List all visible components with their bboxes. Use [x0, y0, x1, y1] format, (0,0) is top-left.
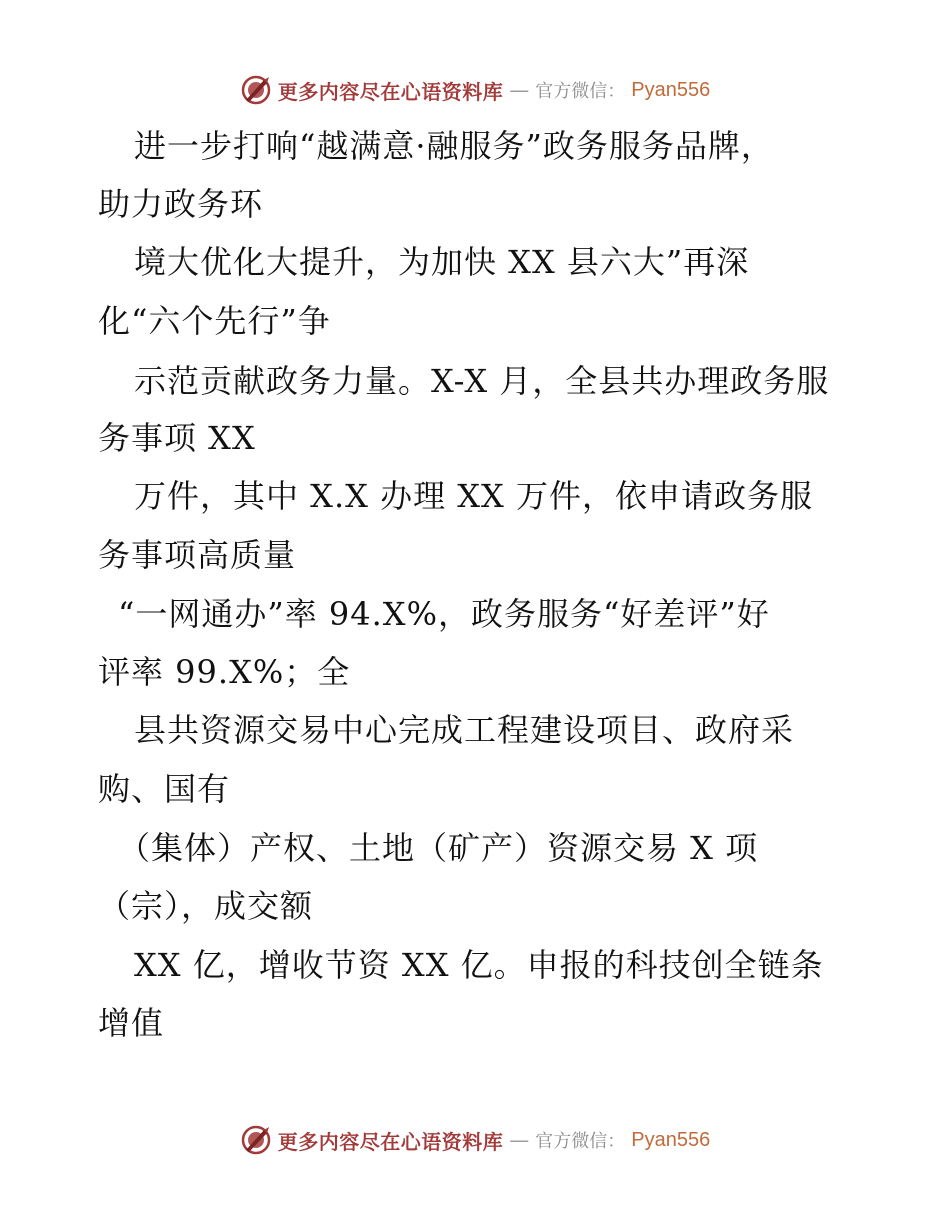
paragraph-line-13: （集体）产权、土地（矿产）资源交易 X 项 [118, 829, 759, 867]
header-banner-content [240, 74, 710, 106]
quill-pen-seal-icon [240, 74, 272, 106]
footer-wechat-id: Pyan556 [631, 1128, 711, 1151]
header-slogan: 更多内容尽在心语资料库 [277, 79, 504, 104]
header-banner [0, 70, 950, 110]
header-dash: — [509, 78, 530, 102]
paragraph-line-12: 购、国有 [98, 770, 231, 808]
paragraph-line-1: 进一步打响“越满意·融服务”政务服务品牌， [134, 127, 774, 165]
footer-banner-content [240, 1124, 710, 1156]
quill-pen-seal-icon [240, 1124, 272, 1156]
footer-banner [0, 1120, 950, 1160]
paragraph-line-8: 务事项高质量 [98, 536, 297, 574]
paragraph-line-16: 增值 [98, 1004, 165, 1042]
footer-dash: — [509, 1128, 530, 1152]
header-wechat-id: Pyan556 [631, 78, 711, 101]
paragraph-line-9: “一网通办”率 94.X%，政务服务“好差评”好 [118, 595, 770, 633]
paragraph-line-11: 县共资源交易中心完成工程建设项目、政府采 [134, 711, 795, 749]
paragraph-line-6: 务事项 XX [98, 419, 256, 457]
paragraph-line-15: XX 亿，增收节资 XX 亿。申报的科技创全链条 [134, 946, 824, 984]
paragraph-line-5: 示范贡献政务力量。X-X 月，全县共办理政务服 [134, 362, 830, 400]
paragraph-line-7: 万件，其中 X.X 办理 XX 万件，依申请政务服 [134, 477, 813, 515]
paragraph-line-3: 境大优化大提升，为加快 XX 县六大”再深 [134, 243, 750, 281]
paragraph-line-2: 助力政务环 [98, 185, 264, 223]
footer-wechat-label: 官方微信： [535, 1131, 626, 1152]
footer-slogan: 更多内容尽在心语资料库 [277, 1129, 504, 1154]
header-wechat-label: 官方微信： [535, 81, 626, 102]
paragraph-line-14: （宗），成交额 [98, 887, 314, 925]
paragraph-line-4: 化“六个先行”争 [98, 302, 331, 340]
paragraph-line-10: 评率 99.X%；全 [98, 653, 351, 691]
